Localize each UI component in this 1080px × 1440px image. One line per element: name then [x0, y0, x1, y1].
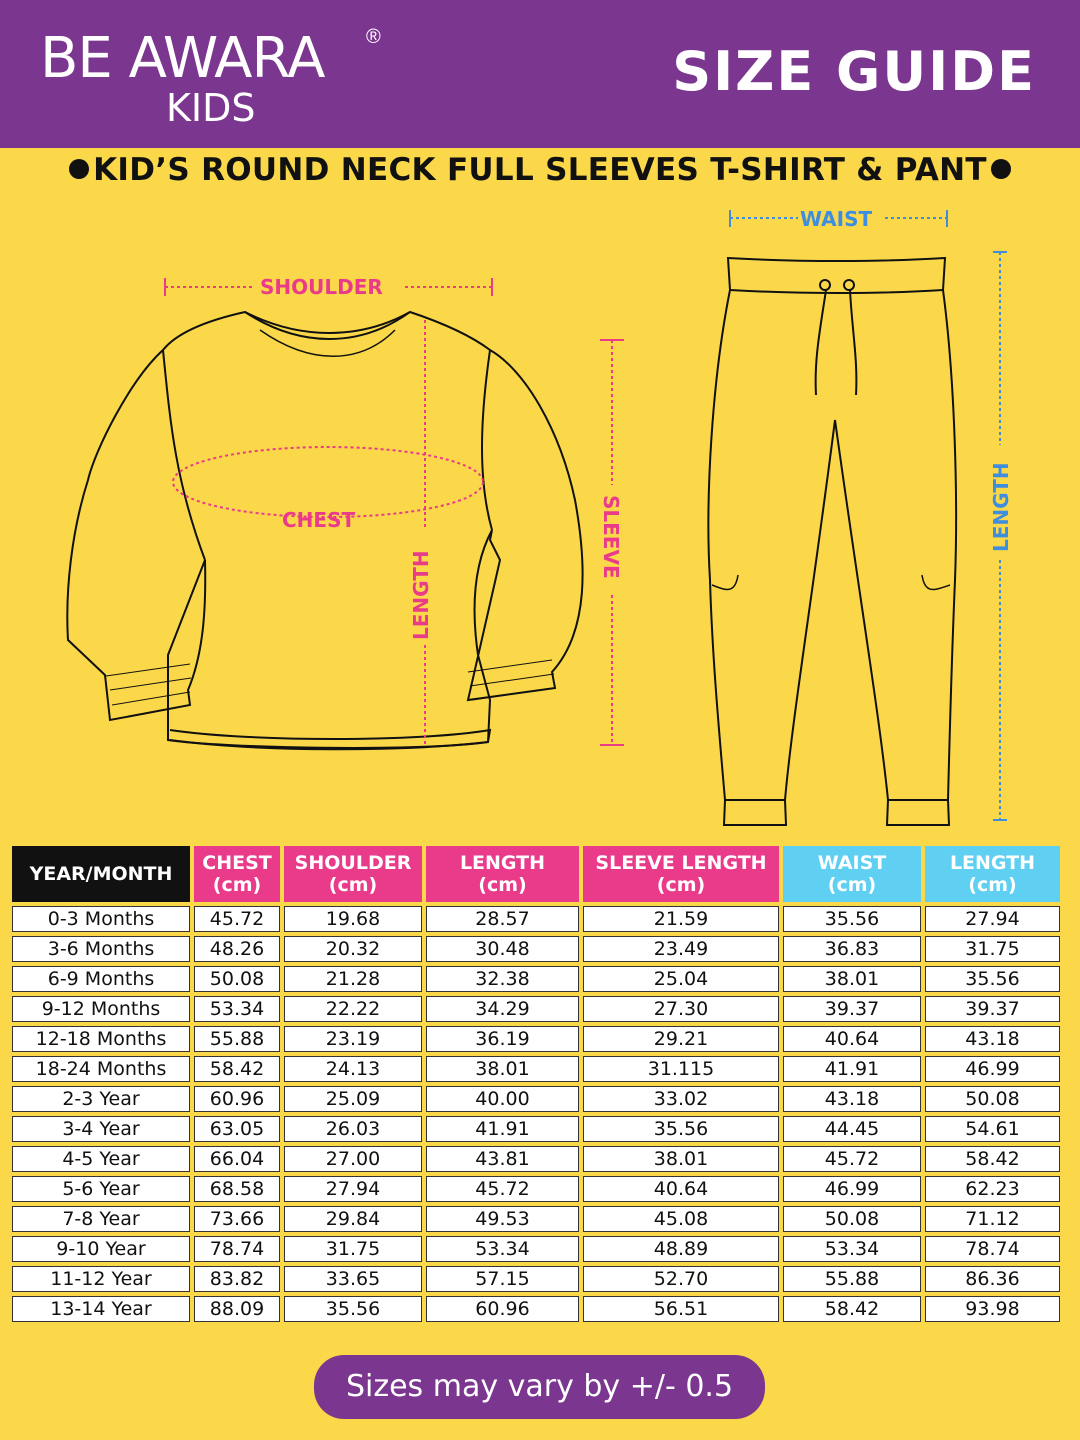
size-label: 11-12 Year — [12, 1266, 190, 1292]
chest-value: 53.34 — [194, 996, 280, 1022]
waist-value: 50.08 — [783, 1206, 921, 1232]
size-label: 7-8 Year — [12, 1206, 190, 1232]
table-row — [12, 1056, 1060, 1082]
length-value: 30.48 — [426, 936, 579, 962]
table-row — [12, 906, 1060, 932]
chest-value: 48.26 — [194, 936, 280, 962]
shoulder-label: SHOULDER — [260, 275, 383, 299]
length-value: 32.38 — [426, 966, 579, 992]
shoulder-value: 22.22 — [284, 996, 422, 1022]
chest-value: 83.82 — [194, 1266, 280, 1292]
waist-value: 45.72 — [783, 1146, 921, 1172]
waist-value: 36.83 — [783, 936, 921, 962]
shoulder-value: 25.09 — [284, 1086, 422, 1112]
chest-value: 45.72 — [194, 906, 280, 932]
table-row — [12, 1266, 1060, 1292]
waist-label: WAIST — [800, 207, 873, 231]
bullet-icon — [69, 159, 89, 179]
size-label: 6-9 Months — [12, 966, 190, 992]
size-label: 3-6 Months — [12, 936, 190, 962]
table-row — [12, 1146, 1060, 1172]
sleeve-length-value: 38.01 — [583, 1146, 779, 1172]
chest-value: 63.05 — [194, 1116, 280, 1142]
shoulder-value: 21.28 — [284, 966, 422, 992]
length-value: 45.72 — [426, 1176, 579, 1202]
size-table — [8, 842, 1064, 1326]
size-label: 4-5 Year — [12, 1146, 190, 1172]
chest-value: 66.04 — [194, 1146, 280, 1172]
size-label: 9-12 Months — [12, 996, 190, 1022]
header-length: LENGTH (cm) — [426, 846, 579, 902]
pant-length-value: 46.99 — [925, 1056, 1060, 1082]
brand-name: BE AWARA — [40, 26, 325, 91]
table-row — [12, 1296, 1060, 1322]
garment-diagram — [0, 200, 1080, 840]
shoulder-value: 33.65 — [284, 1266, 422, 1292]
waist-value: 55.88 — [783, 1266, 921, 1292]
table-row — [12, 1236, 1060, 1262]
sleeve-length-value: 33.02 — [583, 1086, 779, 1112]
size-label: 12-18 Months — [12, 1026, 190, 1052]
chest-value: 50.08 — [194, 966, 280, 992]
chest-value: 60.96 — [194, 1086, 280, 1112]
length-value: 28.57 — [426, 906, 579, 932]
pant-length-value: 58.42 — [925, 1146, 1060, 1172]
pant-length-value: 43.18 — [925, 1026, 1060, 1052]
pant-drawing — [708, 258, 956, 825]
pant-length-value: 50.08 — [925, 1086, 1060, 1112]
table-row — [12, 966, 1060, 992]
page-title: SIZE GUIDE — [672, 40, 1036, 103]
chest-label: CHEST — [282, 508, 356, 532]
waist-value: 40.64 — [783, 1026, 921, 1052]
header-pant-length: LENGTH (cm) — [925, 846, 1060, 902]
size-label: 0-3 Months — [12, 906, 190, 932]
waist-value: 43.18 — [783, 1086, 921, 1112]
pant-length-value: 86.36 — [925, 1266, 1060, 1292]
shoulder-value: 35.56 — [284, 1296, 422, 1322]
shoulder-value: 24.13 — [284, 1056, 422, 1082]
pant-length-value: 27.94 — [925, 906, 1060, 932]
header-year-month: YEAR/MONTH — [12, 846, 190, 902]
brand-logo — [40, 26, 381, 130]
pant-length-value: 39.37 — [925, 996, 1060, 1022]
length-value: 41.91 — [426, 1116, 579, 1142]
pant-length-value: 54.61 — [925, 1116, 1060, 1142]
sleeve-label: SLEEVE — [599, 495, 623, 579]
shoulder-value: 20.32 — [284, 936, 422, 962]
sleeve-length-value: 29.21 — [583, 1026, 779, 1052]
size-label: 9-10 Year — [12, 1236, 190, 1262]
header-banner — [0, 0, 1080, 148]
table-row — [12, 1176, 1060, 1202]
sleeve-length-value: 25.04 — [583, 966, 779, 992]
chest-value: 55.88 — [194, 1026, 280, 1052]
size-label: 2-3 Year — [12, 1086, 190, 1112]
pant-length-value: 93.98 — [925, 1296, 1060, 1322]
size-label: 5-6 Year — [12, 1176, 190, 1202]
chest-value: 58.42 — [194, 1056, 280, 1082]
table-row — [12, 936, 1060, 962]
pant-length-value: 31.75 — [925, 936, 1060, 962]
table-row — [12, 1086, 1060, 1112]
chest-value: 78.74 — [194, 1236, 280, 1262]
shoulder-value: 19.68 — [284, 906, 422, 932]
registered-mark: ® — [366, 26, 381, 48]
length-value: 34.29 — [426, 996, 579, 1022]
sleeve-length-value: 21.59 — [583, 906, 779, 932]
shirt-length-label: LENGTH — [409, 550, 433, 640]
table-row — [12, 1116, 1060, 1142]
sleeve-length-value: 35.56 — [583, 1116, 779, 1142]
pant-measures — [730, 210, 1007, 820]
table-body — [12, 906, 1060, 1322]
length-value: 36.19 — [426, 1026, 579, 1052]
pant-length-value: 78.74 — [925, 1236, 1060, 1262]
size-label: 13-14 Year — [12, 1296, 190, 1322]
tshirt-measures — [165, 278, 624, 745]
shoulder-value: 29.84 — [284, 1206, 422, 1232]
table-row — [12, 1206, 1060, 1232]
sleeve-length-value: 48.89 — [583, 1236, 779, 1262]
table-row — [12, 996, 1060, 1022]
sleeve-length-value: 27.30 — [583, 996, 779, 1022]
header-chest: CHEST (cm) — [194, 846, 280, 902]
product-subtitle — [0, 152, 1080, 188]
table-header-row — [12, 846, 1060, 902]
header-shoulder: SHOULDER (cm) — [284, 846, 422, 902]
waist-value: 46.99 — [783, 1176, 921, 1202]
length-value: 53.34 — [426, 1236, 579, 1262]
sleeve-length-value: 23.49 — [583, 936, 779, 962]
length-value: 43.81 — [426, 1146, 579, 1172]
pant-length-value: 35.56 — [925, 966, 1060, 992]
chest-value: 88.09 — [194, 1296, 280, 1322]
header-sleeve-length: SLEEVE LENGTH (cm) — [583, 846, 779, 902]
length-value: 57.15 — [426, 1266, 579, 1292]
brand-sub: KIDS — [166, 86, 256, 130]
subtitle-text: KID’S ROUND NECK FULL SLEEVES T-SHIRT & PANT — [93, 152, 987, 188]
pant-length-value: 71.12 — [925, 1206, 1060, 1232]
length-value: 38.01 — [426, 1056, 579, 1082]
sleeve-length-value: 52.70 — [583, 1266, 779, 1292]
shoulder-value: 23.19 — [284, 1026, 422, 1052]
sleeve-length-value: 40.64 — [583, 1176, 779, 1202]
size-label: 3-4 Year — [12, 1116, 190, 1142]
bullet-icon — [991, 159, 1011, 179]
length-value: 60.96 — [426, 1296, 579, 1322]
shoulder-value: 26.03 — [284, 1116, 422, 1142]
chest-value: 73.66 — [194, 1206, 280, 1232]
waist-value: 53.34 — [783, 1236, 921, 1262]
waist-value: 35.56 — [783, 906, 921, 932]
shoulder-value: 27.94 — [284, 1176, 422, 1202]
header-waist: WAIST (cm) — [783, 846, 921, 902]
shoulder-value: 31.75 — [284, 1236, 422, 1262]
sleeve-length-value: 56.51 — [583, 1296, 779, 1322]
table-row — [12, 1026, 1060, 1052]
waist-value: 38.01 — [783, 966, 921, 992]
shoulder-value: 27.00 — [284, 1146, 422, 1172]
waist-value: 44.45 — [783, 1116, 921, 1142]
size-label: 18-24 Months — [12, 1056, 190, 1082]
pant-length-label: LENGTH — [989, 462, 1013, 552]
sleeve-length-value: 45.08 — [583, 1206, 779, 1232]
pant-length-value: 62.23 — [925, 1176, 1060, 1202]
waist-value: 58.42 — [783, 1296, 921, 1322]
sleeve-length-value: 31.115 — [583, 1056, 779, 1082]
waist-value: 41.91 — [783, 1056, 921, 1082]
waist-value: 39.37 — [783, 996, 921, 1022]
variance-note: Sizes may vary by +/- 0.5 — [314, 1355, 765, 1419]
chest-value: 68.58 — [194, 1176, 280, 1202]
length-value: 49.53 — [426, 1206, 579, 1232]
length-value: 40.00 — [426, 1086, 579, 1112]
